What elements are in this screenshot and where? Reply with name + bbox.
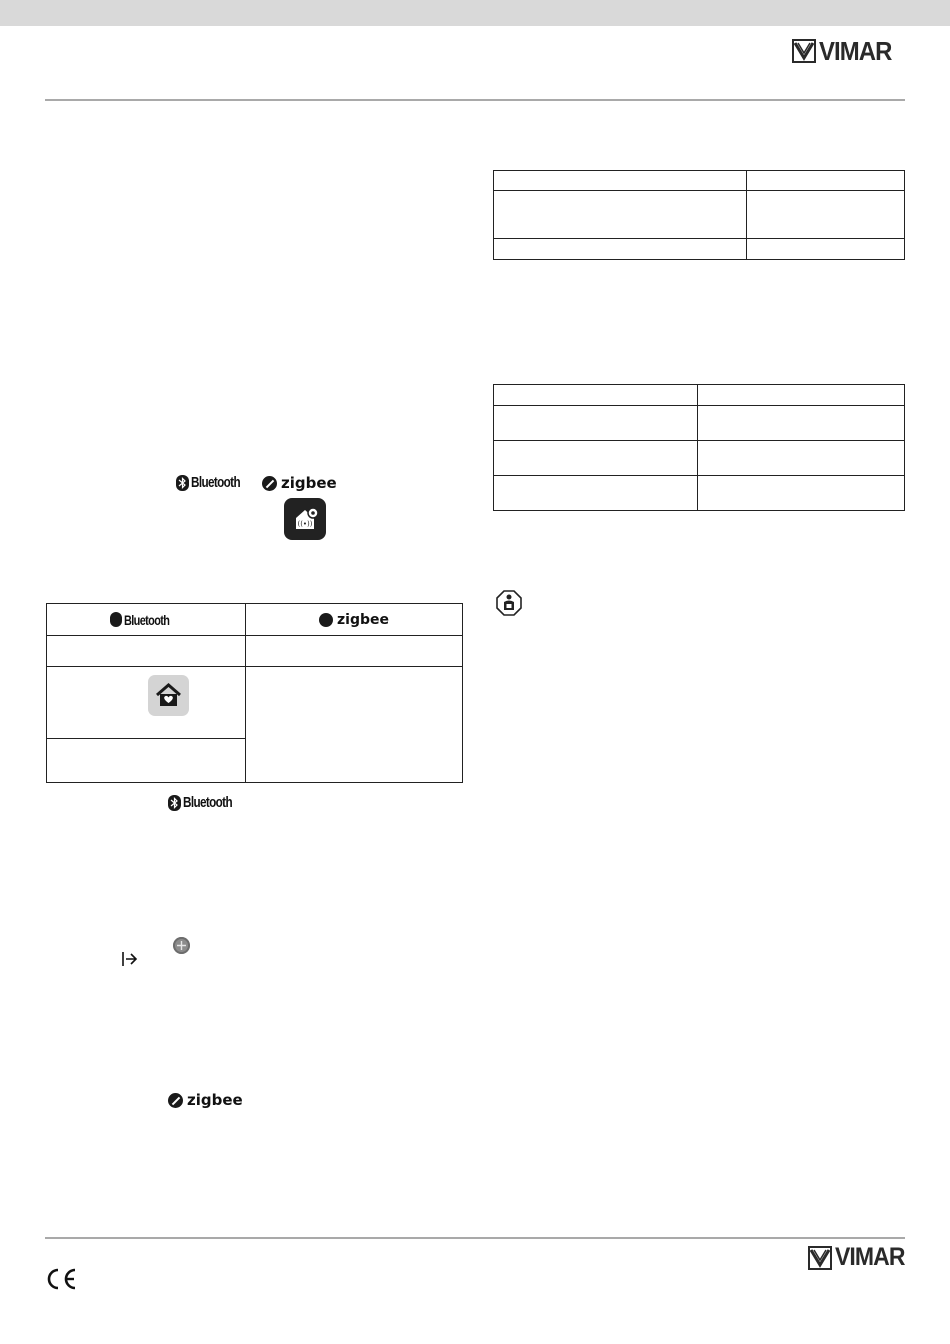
svg-text:((•)): ((•)) xyxy=(297,520,313,528)
table-cell xyxy=(747,171,905,191)
brand-name: VIMAR xyxy=(819,36,892,66)
qualified-installer-icon xyxy=(496,590,522,616)
table-cell xyxy=(47,636,246,667)
table-cell xyxy=(246,636,463,667)
table-cell xyxy=(494,385,698,406)
footer-divider xyxy=(45,1237,905,1239)
table-cell xyxy=(47,739,246,783)
table-cell xyxy=(698,441,905,476)
table-cell xyxy=(494,476,698,511)
home-heart-app-icon xyxy=(148,675,189,716)
vimar-logo-icon xyxy=(792,39,816,63)
table-cell xyxy=(747,239,905,260)
right-table-1 xyxy=(493,170,905,260)
table-cell xyxy=(494,406,698,441)
table-cell xyxy=(494,239,747,260)
table-cell xyxy=(494,441,698,476)
right-table-2 xyxy=(493,384,905,511)
table-cell xyxy=(494,191,747,239)
table-cell xyxy=(494,171,747,191)
table-cell-app xyxy=(47,667,246,739)
brand-name: VIMAR xyxy=(835,1243,905,1271)
bluetooth-icon xyxy=(176,475,189,491)
ce-mark-icon xyxy=(44,1267,78,1291)
table-cell-zigbee-merged xyxy=(246,667,463,783)
zigbee-logo-section: zigbee xyxy=(168,1091,243,1109)
top-bar xyxy=(0,0,950,26)
zigbee-logo: zigbee xyxy=(262,474,337,492)
gateway-settings-app-icon xyxy=(284,498,326,540)
zigbee-icon xyxy=(319,613,333,627)
arrow-right-icon xyxy=(122,951,138,967)
header-vimar-logo xyxy=(792,38,898,64)
table-header-bluetooth: Bluetooth xyxy=(47,604,246,636)
bluetooth-icon xyxy=(110,612,122,627)
bluetooth-icon xyxy=(168,795,181,811)
add-circle-icon xyxy=(173,937,190,954)
footer-vimar-logo xyxy=(808,1245,911,1270)
bluetooth-logo-section: Bluetooth xyxy=(168,794,246,811)
compatibility-table xyxy=(46,603,463,783)
vimar-logo-icon xyxy=(808,1246,832,1270)
zigbee-icon xyxy=(262,476,277,491)
table-cell xyxy=(698,385,905,406)
table-header-zigbee: zigbee xyxy=(246,604,463,636)
zigbee-icon xyxy=(168,1093,183,1108)
header-divider xyxy=(45,99,905,101)
table-cell xyxy=(698,406,905,441)
table-cell xyxy=(698,476,905,511)
bluetooth-logo: Bluetooth xyxy=(176,474,254,491)
table-cell xyxy=(747,191,905,239)
